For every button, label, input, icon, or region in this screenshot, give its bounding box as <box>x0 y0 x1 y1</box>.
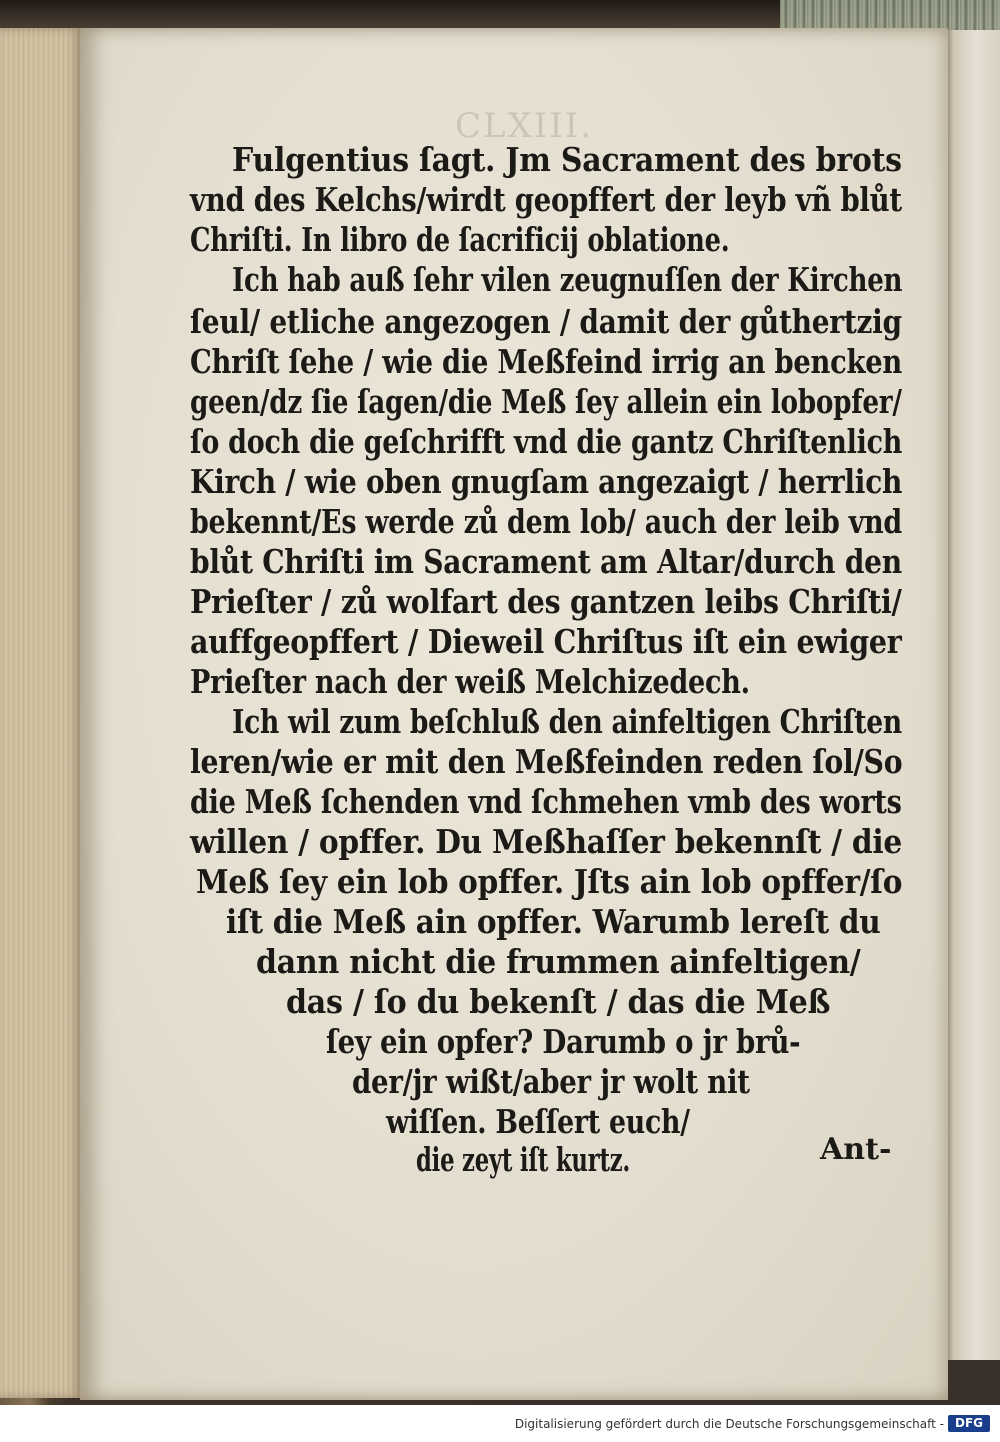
text-line: Kirch / wie oben gnugſam angezaigt / herrlich <box>190 462 903 501</box>
text-line: ſeul/ etliche angezogen / damit der gůthertzig <box>190 302 902 341</box>
text-line: blůt Chriſti im Sacrament am Altar/durch den <box>190 542 902 581</box>
text-line: bekennt/Es werde zů dem lob/ auch der leib vnd <box>190 502 902 541</box>
text-line: Ich hab auß ſehr vilen zeugnuſſen der Kirchen <box>232 260 903 299</box>
text-line: Chriſt ſehe / wie die Meßfeind irrig an bencken <box>190 342 903 381</box>
text-line: die zeyt iſt kurtz. <box>416 1140 631 1179</box>
text-line: willen / opffer. Du Meßhaſſer bekennſt / die <box>190 822 902 861</box>
text-line: dann nicht die frummen ainfeltigen/ <box>256 942 861 981</box>
footer-bar <box>0 1405 1000 1442</box>
catchword: Ant- <box>820 1132 892 1167</box>
text-line: auffgeopffert / Dieweil Chriſtus iſt ein ewiger <box>190 622 902 661</box>
text-line: das / ſo du bekenſt / das die Meß <box>286 982 831 1021</box>
text-line: iſt die Meß ain opffer. Warumb lereſt du <box>226 902 881 941</box>
text-line: Meß ſey ein lob opffer. Jſts ain lob opffer/ſo <box>196 862 903 901</box>
text-line: wiſſen. Beſſert euch/ <box>386 1102 690 1141</box>
text-line: ſey ein opfer? Darumb o jr brů- <box>326 1022 801 1061</box>
text-line: Prieſter / zů wolfart des gantzen leibs Chriſti/ <box>190 582 902 621</box>
footer-credit: Digitalisierung gefördert durch die Deutsche Forschungsgemeinschaft - <box>514 1417 944 1431</box>
text-line: geen/dz ſie ſagen/die Meß ſey allein ein lobopfer/ <box>190 382 902 421</box>
text-line: vnd des Kelchs/wirdt geopffert der leyb vñ blůt <box>190 180 902 219</box>
left-page-edges <box>0 28 82 1398</box>
text-line: der/jr wißt/aber jr wolt nit <box>352 1062 750 1101</box>
text-line: die Meß ſchenden vnd ſchmehen vmb des worts <box>190 782 902 821</box>
text-line: Fulgentius ſagt. Jm Sacrament des brots <box>232 140 902 179</box>
text-line: ſo doch die geſchrifft vnd die gantz Chriſtenlich <box>190 422 903 461</box>
text-line: Chriſti. In libro de ſacrificij oblatione. <box>190 220 730 259</box>
text-line: Prieſter nach der weiß Melchizedech. <box>190 662 750 701</box>
bleed-through-header: CLXIII. <box>455 106 593 146</box>
dfg-logo-icon: DFG <box>948 1415 990 1432</box>
text-line: leren/wie er mit den Meßfeinden reden ſol/So <box>190 742 903 781</box>
text-line: Ich wil zum beſchluß den ainfeltigen Chriſten <box>232 702 902 741</box>
